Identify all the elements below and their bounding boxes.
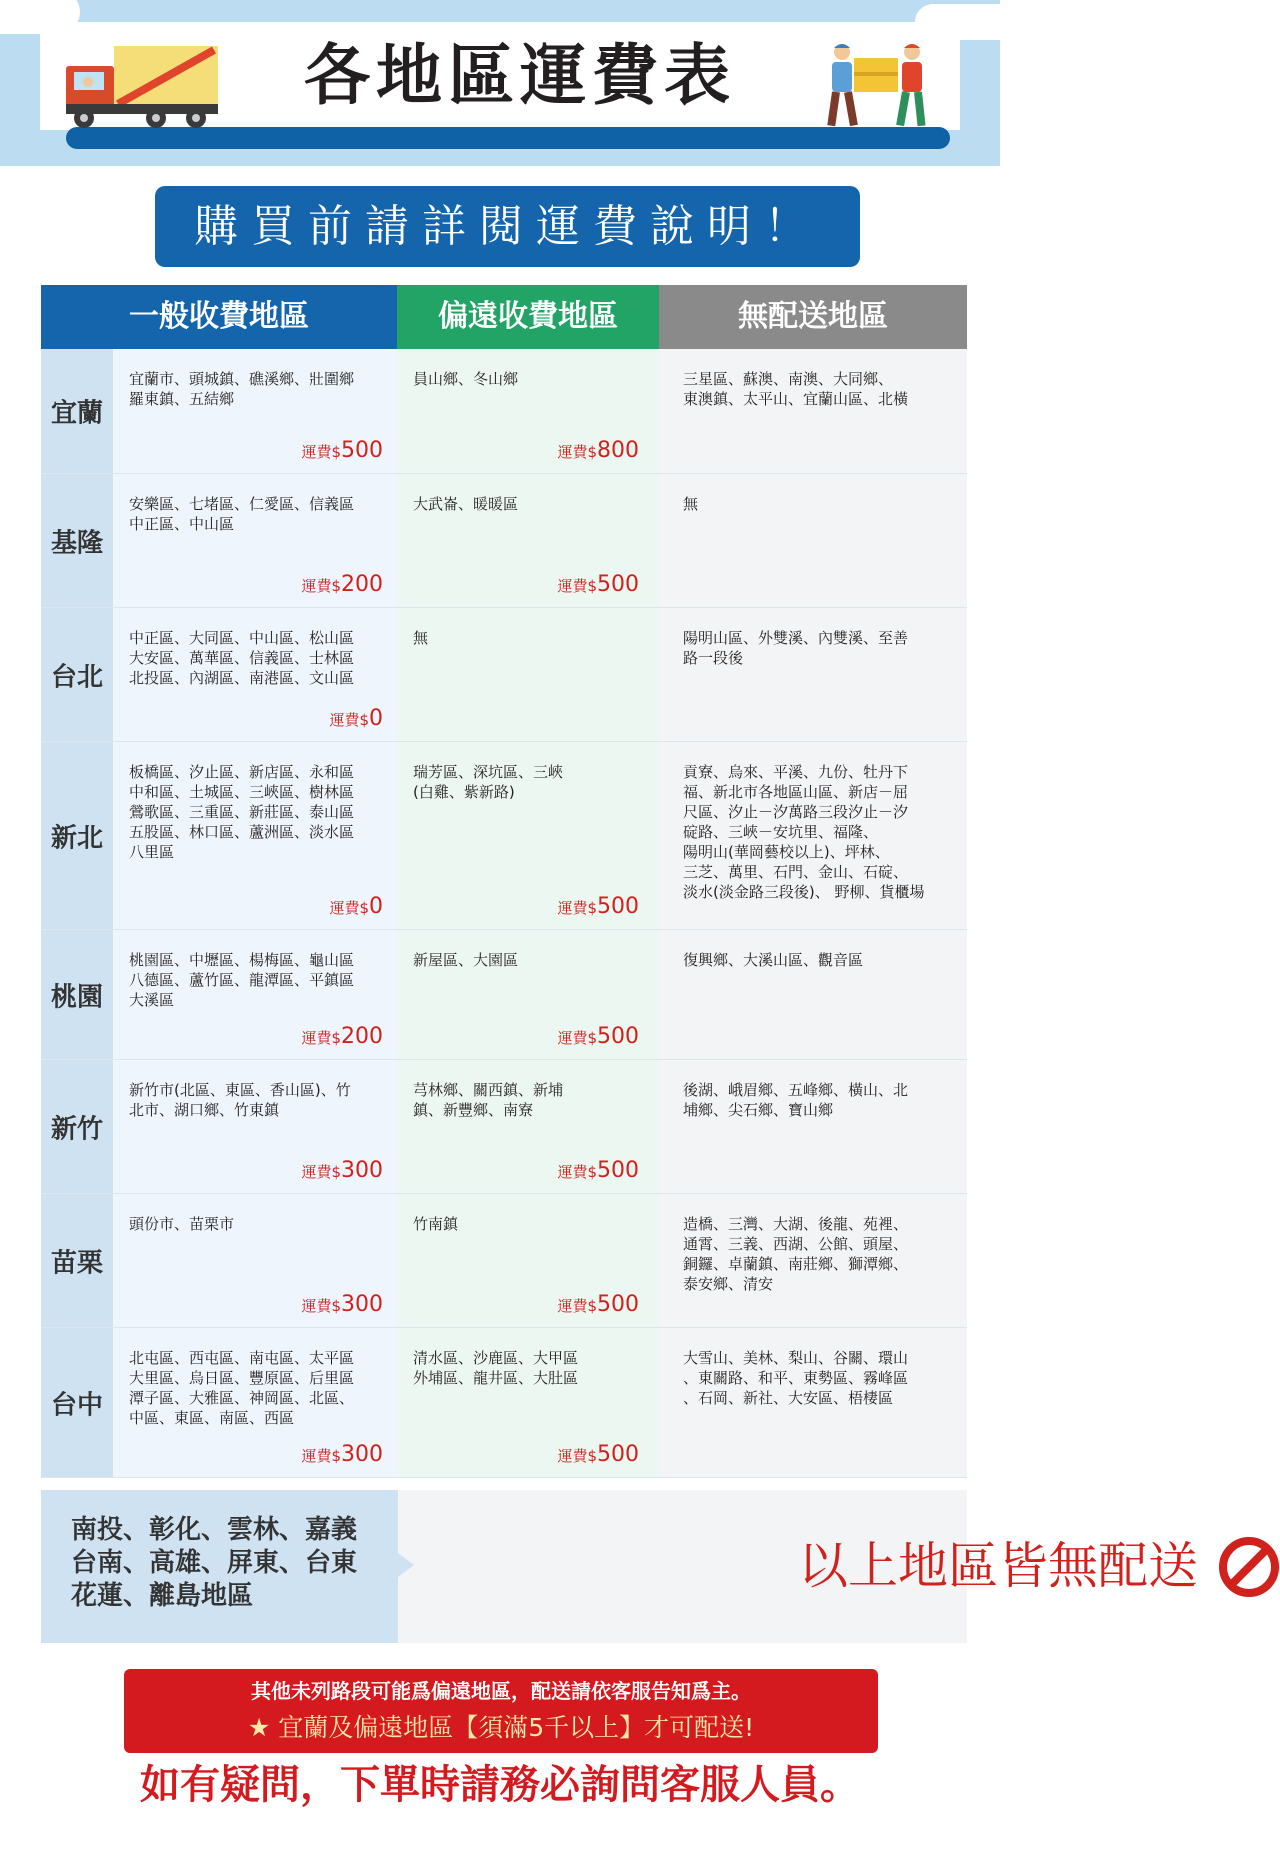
shipping-fee — [301, 1158, 383, 1183]
remote-area-cell — [397, 1060, 659, 1193]
no-delivery-cell — [659, 1194, 967, 1327]
no-delivery-cell — [659, 349, 967, 473]
general-area-cell — [113, 930, 397, 1059]
no-delivery-cell — [659, 608, 967, 741]
fee-label: 運費$ — [301, 577, 341, 595]
remote-area-cell-text: 無 — [413, 629, 429, 647]
remote-area-cell — [397, 742, 659, 929]
no-entry-icon — [1218, 1536, 1280, 1598]
no-delivery-cell — [659, 1060, 967, 1193]
notice-banner: 購買前請詳閱運費說明！ — [155, 186, 860, 267]
shipping-fee-table — [41, 285, 967, 1478]
shipping-fee — [557, 438, 639, 463]
remote-area-cell — [397, 930, 659, 1059]
region-name: 宜蘭 — [50, 398, 103, 429]
no-delivery-cell-text: 復興鄉、大溪山區、觀音區 — [683, 951, 864, 969]
table-row — [41, 1328, 967, 1478]
note-line-1: 其他未列路段可能爲偏遠地區，配送請依客服告知爲主。 — [251, 1679, 751, 1703]
general-area-cell-text: 板橋區、汐止區、新店區、永和區 中和區、土城區、三峽區、樹林區 鶯歌區、三重區、新莊區、泰山區 五股區、林口區、蘆洲區、淡水區 八里區 — [129, 763, 355, 861]
shipping-fee — [557, 1158, 639, 1183]
region-name: 台北 — [50, 662, 103, 692]
table-row — [41, 930, 967, 1060]
no-delivery-message-panel — [398, 1490, 1198, 1643]
remote-area-cell-text: 新屋區、大園區 — [413, 951, 519, 969]
shipping-fee — [301, 1292, 383, 1317]
table-header — [41, 285, 967, 349]
no-delivery-cell — [659, 1328, 967, 1477]
fee-label: 運費$ — [557, 1297, 597, 1315]
general-area-cell-text: 桃園區、中壢區、楊梅區、龜山區 八德區、蘆竹區、龍潭區、平鎮區 大溪區 — [129, 951, 355, 1009]
no-delivery-cell — [659, 742, 967, 929]
fee-amount: 200 — [341, 1024, 383, 1049]
fee-amount: 200 — [341, 572, 383, 597]
general-area-cell — [113, 474, 397, 607]
fee-label: 運費$ — [301, 1029, 341, 1047]
region-name: 基隆 — [50, 528, 103, 558]
fee-label: 運費$ — [301, 1163, 341, 1181]
no-delivery-block — [41, 1490, 1198, 1643]
shipping-fee — [329, 706, 383, 731]
remote-area-cell-text: 大武崙、暖暖區 — [413, 495, 519, 513]
fee-amount: 500 — [597, 1158, 639, 1183]
general-area-cell — [113, 1328, 397, 1477]
no-delivery-cell-text: 三星區、蘇澳、南澳、大同鄉、 東澳鎮、太平山、宜蘭山區、北橫 — [683, 370, 909, 408]
general-area-cell — [113, 608, 397, 741]
general-area-cell-text: 頭份市、苗栗市 — [129, 1215, 235, 1233]
shipping-fee — [557, 894, 639, 919]
general-area-cell-text: 中正區、大同區、中山區、松山區 大安區、萬華區、信義區、士林區 北投區、內湖區、南港區、文山區 — [129, 629, 355, 687]
no-delivery-regions: 南投、彰化、雲林、嘉義 台南、高雄、屏東、台東 花蓮、離島地區 — [71, 1515, 358, 1611]
region-cell — [41, 474, 113, 607]
remote-area-cell — [397, 349, 659, 473]
header — [0, 0, 1000, 166]
region-cell — [41, 1060, 113, 1193]
fee-label: 運費$ — [329, 899, 369, 917]
fee-amount: 800 — [597, 438, 639, 463]
shipping-fee — [557, 1442, 639, 1467]
remote-area-cell-text: 芎林鄉、關西鎮、新埔 鎮、新豐鄉、南寮 — [413, 1081, 564, 1119]
no-delivery-cell-text: 無 — [683, 495, 699, 513]
shipping-fee — [301, 572, 383, 597]
remote-area-cell — [397, 1328, 659, 1477]
fee-amount: 500 — [597, 1024, 639, 1049]
arrow-pointer — [398, 1553, 414, 1577]
fee-amount: 0 — [369, 894, 383, 919]
note-line-2: ★ 宜蘭及偏遠地區【須滿5千以上】才可配送! — [247, 1713, 755, 1742]
fee-label: 運費$ — [557, 577, 597, 595]
fee-label: 運費$ — [557, 1447, 597, 1465]
general-area-cell — [113, 1194, 397, 1327]
fee-amount: 0 — [369, 706, 383, 731]
general-area-cell-text: 新竹市(北區、東區、香山區)、竹 北市、湖口鄉、竹東鎮 — [129, 1081, 351, 1119]
header-remote-area: 偏遠收費地區 — [397, 285, 659, 349]
remote-area-cell — [397, 474, 659, 607]
fee-label: 運費$ — [301, 1447, 341, 1465]
no-delivery-message: 以上地區皆無配送 — [798, 1537, 1198, 1595]
remote-area-cell-text: 清水區、沙鹿區、大甲區 外埔區、龍井區、大肚區 — [413, 1349, 579, 1387]
region-cell — [41, 608, 113, 741]
shipping-fee — [557, 572, 639, 597]
fee-label: 運費$ — [301, 1297, 341, 1315]
fee-amount: 500 — [341, 438, 383, 463]
fee-label: 運費$ — [557, 1029, 597, 1047]
region-cell — [41, 742, 113, 929]
shipping-fee — [301, 1442, 383, 1467]
table-row — [41, 608, 967, 742]
fee-amount: 500 — [597, 1292, 639, 1317]
movers-carrying-box-icon — [820, 40, 950, 136]
no-delivery-cell-text: 後湖、峨眉鄉、五峰鄉、橫山、北 埔鄉、尖石鄉、寶山鄉 — [683, 1081, 909, 1119]
shipping-fee — [557, 1024, 639, 1049]
shipping-fee — [557, 1292, 639, 1317]
general-area-cell-text: 宜蘭市、頭城鎮、礁溪鄉、壯圍鄉 羅東鎮、五結鄉 — [129, 370, 355, 408]
fee-amount: 500 — [597, 1442, 639, 1467]
fee-label: 運費$ — [557, 1163, 597, 1181]
remote-area-cell-text: 員山鄉、冬山鄉 — [413, 370, 519, 388]
region-name: 苗栗 — [50, 1248, 103, 1278]
contact-reminder: 如有疑問，下單時請務必詢問客服人員。 — [140, 1762, 860, 1808]
region-cell — [41, 349, 113, 473]
general-area-cell — [113, 1060, 397, 1193]
remote-area-cell-text: 瑞芳區、深坑區、三峽 (白雞、紫新路) — [413, 763, 564, 801]
shipping-fee — [329, 894, 383, 919]
fee-amount: 500 — [597, 572, 639, 597]
remote-area-cell — [397, 1194, 659, 1327]
fee-label: 運費$ — [301, 443, 341, 461]
fee-label: 運費$ — [557, 899, 597, 917]
fee-amount: 300 — [341, 1442, 383, 1467]
general-area-cell — [113, 349, 397, 473]
region-cell — [41, 1328, 113, 1477]
shipping-fee — [301, 1024, 383, 1049]
no-delivery-cell-text: 貢寮、烏來、平溪、九份、牡丹下 福、新北市各地區山區、新店－屈 尺區、汐止－汐萬路三段汐止－汐 碇路、三峽－安坑里、福隆、 陽明山(華岡藝校以上)、坪林、 三芝、萬里、石門、金山、石碇、 淡水(淡金路三段後)、 野柳、貨櫃場 — [683, 763, 925, 901]
no-delivery-cell-text: 陽明山區、外雙溪、內雙溪、至善 路一段後 — [683, 629, 909, 667]
warning-note — [124, 1669, 878, 1753]
region-name: 台中 — [50, 1390, 103, 1420]
shipping-fee — [301, 438, 383, 463]
table-row — [41, 474, 967, 608]
header-general-area: 一般收費地區 — [41, 285, 397, 349]
region-name: 新北 — [50, 823, 103, 853]
no-delivery-cell — [659, 474, 967, 607]
general-area-cell-text: 安樂區、七堵區、仁愛區、信義區 中正區、中山區 — [129, 495, 355, 533]
remote-area-cell-text: 竹南鎮 — [413, 1215, 459, 1233]
no-delivery-cell — [659, 930, 967, 1059]
fee-amount: 300 — [341, 1292, 383, 1317]
table-row — [41, 349, 967, 474]
region-name: 新竹 — [50, 1114, 103, 1144]
fee-label: 運費$ — [557, 443, 597, 461]
region-name: 桃園 — [50, 982, 103, 1012]
region-cell — [41, 1194, 113, 1327]
table-row — [41, 742, 967, 930]
no-delivery-cell-text: 大雪山、美林、梨山、谷關、環山 、東關路、和平、東勢區、霧峰區 、石岡、新社、大安區、梧棲區 — [683, 1349, 909, 1407]
no-delivery-cell-text: 造橋、三灣、大湖、後龍、苑裡、 通霄、三義、西湖、公館、頭屋、 銅鑼、卓蘭鎮、南莊鄉、獅潭鄉、 泰安鄉、清安 — [683, 1215, 909, 1293]
fee-amount: 300 — [341, 1158, 383, 1183]
region-cell — [41, 930, 113, 1059]
fee-amount: 500 — [597, 894, 639, 919]
table-row — [41, 1194, 967, 1328]
remote-area-cell — [397, 608, 659, 741]
fee-label: 運費$ — [329, 711, 369, 729]
delivery-truck-icon — [62, 42, 222, 132]
page-title: 各地區運費表 — [304, 37, 736, 114]
no-delivery-regions-panel — [41, 1490, 398, 1643]
general-area-cell — [113, 742, 397, 929]
general-area-cell-text: 北屯區、西屯區、南屯區、太平區 大里區、烏日區、豐原區、后里區 潭子區、大雅區、神岡區、北區、 中區、東區、南區、西區 — [129, 1349, 355, 1427]
header-no-delivery-area: 無配送地區 — [659, 285, 967, 349]
table-row — [41, 1060, 967, 1194]
